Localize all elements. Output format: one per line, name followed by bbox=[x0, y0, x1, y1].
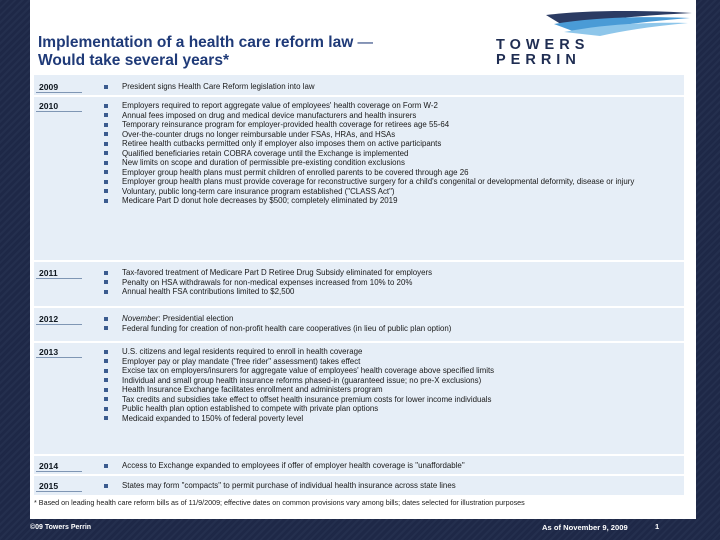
bullet-icon bbox=[104, 104, 108, 108]
towers-perrin-logo bbox=[496, 10, 692, 70]
year-label: 2015 bbox=[39, 481, 59, 491]
list-item: Public health plan option established to compete with private plan options bbox=[104, 404, 679, 414]
slide-title bbox=[38, 34, 498, 70]
list-item: U.S. citizens and legal residents required to enroll in health coverage bbox=[104, 347, 679, 357]
list-item: November: Presidential election bbox=[104, 314, 679, 324]
timeline-row-2013 bbox=[34, 343, 684, 454]
bullet-icon bbox=[104, 271, 108, 275]
year-label: 2010 bbox=[39, 101, 59, 111]
bullet-icon bbox=[104, 416, 108, 420]
page-number: 1 bbox=[655, 522, 660, 531]
list-item: Voluntary, public long-term care insurance program established ("CLASS Act") bbox=[104, 187, 679, 197]
list-item: Tax credits and subsidies take effect to offset health insurance premium costs for lower income individuals bbox=[104, 395, 679, 405]
timeline-row-2009 bbox=[34, 75, 684, 95]
year-underline bbox=[36, 278, 82, 279]
row-items bbox=[104, 82, 679, 92]
bullet-icon bbox=[104, 280, 108, 284]
bullet-icon bbox=[104, 378, 108, 382]
list-item: Employer pay or play mandate ("free rider" assessment) takes effect bbox=[104, 357, 679, 367]
title-line-2: Would take several years* bbox=[38, 52, 229, 69]
bullet-icon bbox=[104, 170, 108, 174]
list-item: Individual and small group health insurance reforms phased-in (guaranteed issue; no pre-X exclusions) bbox=[104, 376, 679, 386]
timeline-row-2010 bbox=[34, 97, 684, 260]
footnote: * Based on leading health care reform bills as of 11/9/2009; effective dates on common provisions vary among bills; dates selected for illustration purposes bbox=[34, 498, 525, 507]
timeline-row-2011 bbox=[34, 262, 684, 306]
year-underline bbox=[36, 471, 82, 472]
list-item: Qualified beneficiaries retain COBRA coverage until the Exchange is implemented bbox=[104, 149, 679, 159]
slide bbox=[30, 0, 696, 519]
timeline-row-2014 bbox=[34, 456, 684, 474]
title-dash: — bbox=[353, 34, 374, 51]
bullet-icon bbox=[104, 350, 108, 354]
logo-word-1: TOWERS bbox=[496, 37, 590, 53]
list-item: Medicare Part D donut hole decreases by $500; completely eliminated by 2019 bbox=[104, 196, 679, 206]
bullet-icon bbox=[104, 180, 108, 184]
timeline-row-2012 bbox=[34, 308, 684, 341]
list-item: Tax-favored treatment of Medicare Part D Retiree Drug Subsidy eliminated for employers bbox=[104, 268, 679, 278]
bullet-icon bbox=[104, 317, 108, 321]
year-underline bbox=[36, 324, 82, 325]
year-label: 2014 bbox=[39, 461, 59, 471]
bullet-icon bbox=[104, 397, 108, 401]
row-items bbox=[104, 347, 679, 423]
list-item: New limits on scope and duration of permissible pre-existing condition exclusions bbox=[104, 158, 679, 168]
year-label: 2012 bbox=[39, 314, 59, 324]
timeline-row-2015 bbox=[34, 476, 684, 495]
bullet-icon bbox=[104, 132, 108, 136]
bullet-icon bbox=[104, 359, 108, 363]
year-underline bbox=[36, 357, 82, 358]
list-item: Over-the-counter drugs no longer reimbursable under FSAs, HRAs, and HSAs bbox=[104, 130, 679, 140]
title-line-1: Implementation of a health care reform law bbox=[38, 34, 354, 51]
timeline-table bbox=[34, 75, 684, 495]
list-item: Employer group health plans must permit children of enrolled parents to be covered through age 26 bbox=[104, 168, 679, 178]
bullet-icon bbox=[104, 151, 108, 155]
row-items bbox=[104, 268, 679, 297]
bullet-icon bbox=[104, 407, 108, 411]
row-items bbox=[104, 481, 679, 491]
year-label: 2011 bbox=[39, 268, 58, 278]
row-items bbox=[104, 101, 679, 206]
logo-swoosh-icon bbox=[544, 10, 694, 36]
year-label: 2009 bbox=[39, 82, 59, 92]
list-item: Annual health FSA contributions limited to $2,500 bbox=[104, 287, 679, 297]
bullet-icon bbox=[104, 123, 108, 127]
list-item: Annual fees imposed on drug and medical device manufacturers and health insurers bbox=[104, 111, 679, 121]
list-item: Health Insurance Exchange facilitates enrollment and administers program bbox=[104, 385, 679, 395]
bullet-icon bbox=[104, 161, 108, 165]
year-label: 2013 bbox=[39, 347, 59, 357]
list-item: Temporary reinsurance program for employer-provided health coverage for retirees age 55-64 bbox=[104, 120, 679, 130]
list-item: Employers required to report aggregate value of employees' health coverage on Form W-2 bbox=[104, 101, 679, 111]
list-item: Excise tax on employers/insurers for aggregate value of employees' health coverage above specified limits bbox=[104, 366, 679, 376]
logo-word-2: PERRIN bbox=[496, 52, 581, 68]
bullet-icon bbox=[104, 464, 108, 468]
bullet-icon bbox=[104, 369, 108, 373]
bullet-icon bbox=[104, 326, 108, 330]
copyright-text: ©09 Towers Perrin bbox=[30, 524, 92, 531]
list-item: President signs Health Care Reform legislation into law bbox=[104, 82, 679, 92]
list-item: Federal funding for creation of non-profit health care cooperatives (in lieu of public plan option) bbox=[104, 324, 679, 334]
list-item: Retiree health cutbacks permitted only if employer also imposes them on active participants bbox=[104, 139, 679, 149]
list-item: Access to Exchange expanded to employees if offer of employer health coverage is "unaffordable" bbox=[104, 461, 679, 471]
list-item: Employer group health plans must provide coverage for reconstructive surgery for a child's congenital or developmental deformity, disease or injury bbox=[104, 177, 679, 187]
bullet-icon bbox=[104, 484, 108, 488]
row-items bbox=[104, 314, 679, 333]
bullet-icon bbox=[104, 199, 108, 203]
bullet-icon bbox=[104, 113, 108, 117]
row-items bbox=[104, 461, 679, 471]
list-item: States may form "compacts" to permit purchase of individual health insurance across state lines bbox=[104, 481, 679, 491]
as-of-date: As of November 9, 2009 bbox=[542, 523, 628, 532]
bullet-icon bbox=[104, 142, 108, 146]
year-underline bbox=[36, 111, 82, 112]
list-item: Penalty on HSA withdrawals for non-medical expenses increased from 10% to 20% bbox=[104, 278, 679, 288]
bullet-icon bbox=[104, 189, 108, 193]
bullet-icon bbox=[104, 85, 108, 89]
year-underline bbox=[36, 491, 82, 492]
year-underline bbox=[36, 92, 82, 93]
bullet-icon bbox=[104, 290, 108, 294]
list-item: Medicaid expanded to 150% of federal poverty level bbox=[104, 414, 679, 424]
bullet-icon bbox=[104, 388, 108, 392]
